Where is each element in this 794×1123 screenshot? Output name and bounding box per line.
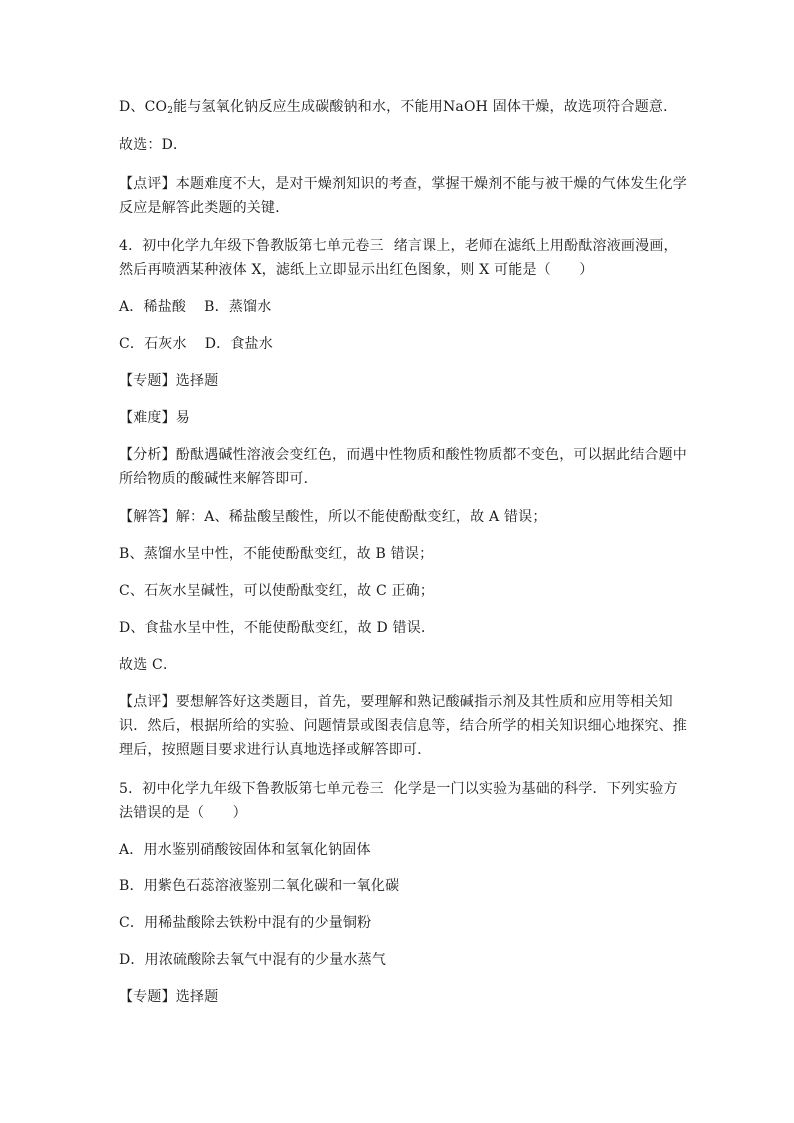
question-5-stem: 化学是一门以实验为基础的科学．下列实验方 <box>393 781 678 797</box>
question-4-line1 <box>119 234 679 258</box>
question-4-line2: 然后再喷洒某种液体 X，滤纸上立即显示出红色图象，则 X 可能是（ ） <box>119 262 594 278</box>
option-d: D．食盐水 <box>204 336 273 352</box>
comment-q3-line1: 【点评】本题难度不大，是对干燥剂知识的考查，掌握干燥剂不能与被干燥的气体发生化学 <box>119 176 687 192</box>
comment-q4-line2: 识．然后，根据所给的实验、问题情景或图表信息等，结合所学的相关知识细心地探究、推 <box>119 718 687 734</box>
question-4-stem: 绪言课上，老师在滤纸上用酚酞溶液画漫画， <box>393 238 678 254</box>
answer-q3: 故选：D． <box>119 137 188 153</box>
question-5-line2: 法错误的是（ ） <box>119 805 247 821</box>
option-d-prefix: D、CO <box>119 99 168 115</box>
topic-q5: 【专题】选择题 <box>119 989 219 1005</box>
comment-q4-line3: 理后，按照题目要求进行认真地选择或解答即可． <box>119 742 432 758</box>
question-5-line1 <box>119 777 679 801</box>
co2-subscript: 2 <box>167 106 174 116</box>
option-d-explanation <box>119 95 679 119</box>
answer-q4: 故选 C． <box>119 657 178 673</box>
solution-q4-line1: 【解答】解：A、稀盐酸呈酸性，所以不能使酚酞变红，故 A 错误； <box>119 509 547 525</box>
question-4-source: 4．初中化学九年级下鲁教版第七单元卷三 <box>119 238 384 254</box>
question-4-options-ab <box>119 295 679 319</box>
solution-q4-line3: C、石灰水呈碱性，可以使酚酞变红，故 C 正确； <box>119 583 435 599</box>
topic-q4: 【专题】选择题 <box>119 373 219 389</box>
analysis-q4-line1: 【分析】酚酞遇碱性溶液会变红色，而遇中性物质和酸性物质都不变色，可以据此结合题中 <box>119 447 687 463</box>
solution-q4-line4: D、食盐水呈中性，不能使酚酞变红，故 D 错误． <box>119 620 436 636</box>
analysis-q4-line2: 所给物质的酸碱性来解答即可． <box>119 471 318 487</box>
question-5-option-d: D．用浓硫酸除去氧气中混有的少量水蒸气 <box>119 952 387 968</box>
question-5-option-b: B．用紫色石蕊溶液鉴别二氧化碳和一氧化碳 <box>119 878 400 894</box>
comment-q4-line1: 【点评】要想解答好这类题目，首先，要理解和熟记酸碱指示剂及其性质和应用等相关知 <box>119 694 673 710</box>
solution-q4-line2: B、蒸馏水呈中性，不能使酚酞变红，故 B 错误； <box>119 546 434 562</box>
option-a: A．稀盐酸 <box>119 299 187 315</box>
question-4-options-cd <box>119 332 679 356</box>
difficulty-q4: 【难度】易 <box>119 410 190 426</box>
option-c: C．石灰水 <box>119 336 187 352</box>
question-5-option-a: A．用水鉴别硝酸铵固体和氢氧化钠固体 <box>119 842 371 858</box>
comment-q3-line2: 反应是解答此类题的关键． <box>119 200 290 216</box>
question-5-source: 5．初中化学九年级下鲁教版第七单元卷三 <box>119 781 384 797</box>
option-d-text: 能与氢氧化钠反应生成碳酸钠和水，不能用NaOH 固体干燥，故选项符合题意． <box>173 99 678 115</box>
option-b: B．蒸馏水 <box>204 299 272 315</box>
question-5-option-c: C．用稀盐酸除去铁粉中混有的少量铜粉 <box>119 915 372 931</box>
